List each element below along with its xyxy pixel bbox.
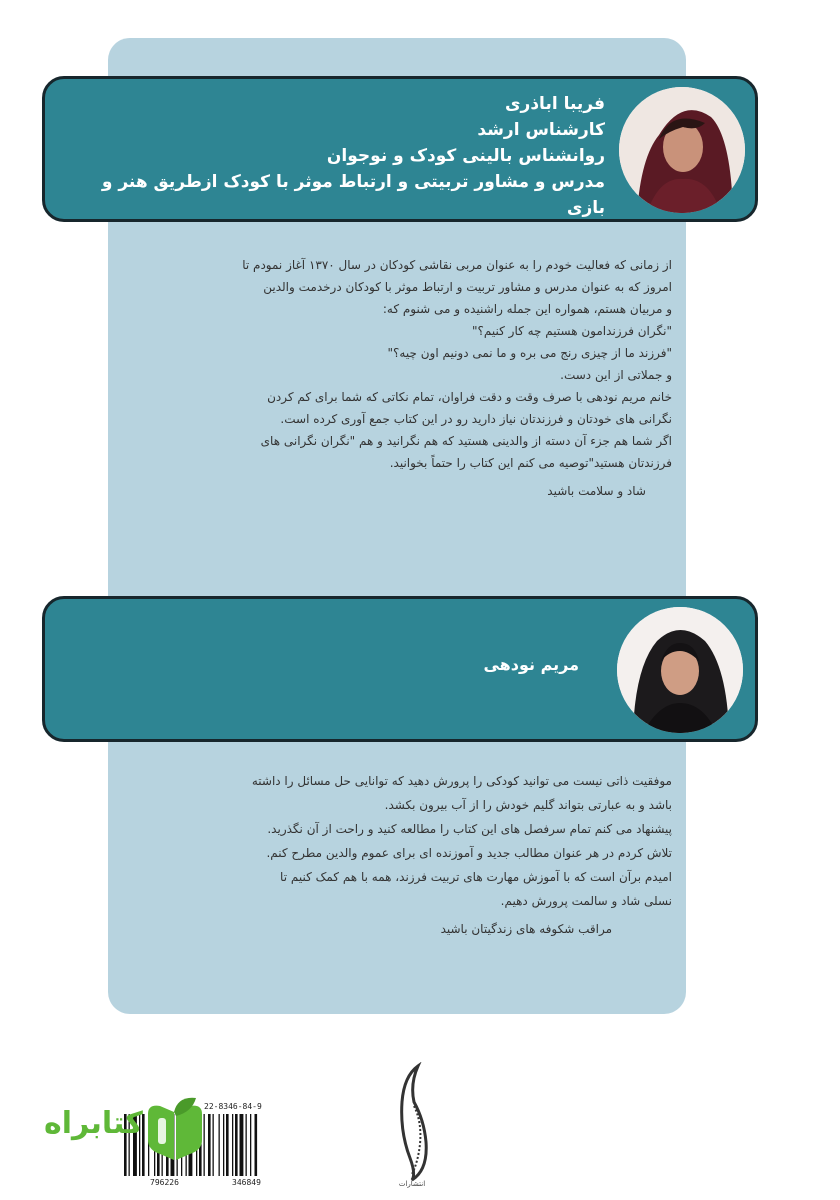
intro-line: اگر شما هم جزء آن دسته از والدینی هستید که هم نگرانید و هم "نگران نگرانی های [260,434,672,448]
intro-line: امروز که به عنوان مدرس و مشاور تربیت و ارتباط موثر با کودکان درخدمت والدین [263,280,672,294]
isbn-number: 22-8346-84-9 [204,1102,262,1111]
author2-name: مریم نودهی [483,655,579,674]
intro-line: "فرزند ما از چیزی رنج می بره و ما نمی دونیم اون چیه؟" [387,346,672,360]
intro-signoff: شاد و سلامت باشید [547,484,646,498]
brand-name: کتابراه [44,1106,143,1141]
author-line: موفقیت ذاتی نیست می توانید کودکی را پرورش دهید که توانایی حل مسائل را داشته [251,774,672,788]
author1-photo [619,87,745,213]
intro-line: و مربیان هستم، همواره این جمله راشنیده و می شنوم که: [382,302,672,316]
barcode-right-digits: 346849 [232,1178,261,1187]
intro-line: از زمانی که فعالیت خودم را به عنوان مربی نقاشی کودکان در سال ۱۳۷۰ آغاز نمودم تا [242,258,672,272]
barcode-left-digits: 796226 [150,1178,179,1187]
introduction-text [128,254,672,502]
author-line: پیشنهاد می کنم تمام سرفصل های این کتاب را مطالعه کنید و راحت از آن نگذرید. [267,822,672,836]
author2-banner [42,596,758,742]
author1-banner [42,76,758,222]
author1-role: مدرس و مشاور تربیتی و ارتباط موثر با کودک ازطریق هنر و بازی [101,172,605,218]
publisher-caption: انتشارات [398,1180,426,1188]
author-line: تلاش کردم در هر عنوان مطالب جدید و آموزنده ای برای عموم والدین مطرح کنم. [266,846,672,860]
author-line: امیدم برآن است که با آموزش مهارت های تربیت فرزند، همه با هم کمک کنیم تا [280,870,672,884]
intro-line: "نگران فرزندامون هستیم چه کار کنیم؟" [472,324,672,338]
intro-line: نگرانی های خودتان و فرزندتان نیاز دارید رو در این کتاب جمع آوری کرده است. [280,412,672,426]
author1-info [65,91,605,221]
author1-degree: کارشناس ارشد [477,120,605,140]
author-signoff: مراقب شکوفه های زندگیتان باشید [440,922,612,936]
author-line: باشد و به عبارتی بتواند گلیم خودش را از آب بیرون بکشد. [384,798,672,812]
intro-line: فرزندتان هستید"توصیه می کنم این کتاب را حتماً بخوانید. [389,456,672,470]
publisher-logo-icon [384,1062,440,1192]
intro-line: و جملاتی از این دست. [560,368,672,382]
author1-specialty: روانشناس بالینی کودک و نوجوان [326,146,605,166]
intro-line: خانم مریم نودهی با صرف وقت و دقت فراوان، تمام نکاتی که شما برای کم کردن [267,390,672,404]
book-leaf-icon [144,1096,206,1162]
author1-name: فریبا اباذری [504,94,605,114]
author-message-text [132,770,672,942]
author-line: نسلی شاد و سالمت پرورش دهیم. [500,894,672,908]
author2-photo [617,607,743,733]
